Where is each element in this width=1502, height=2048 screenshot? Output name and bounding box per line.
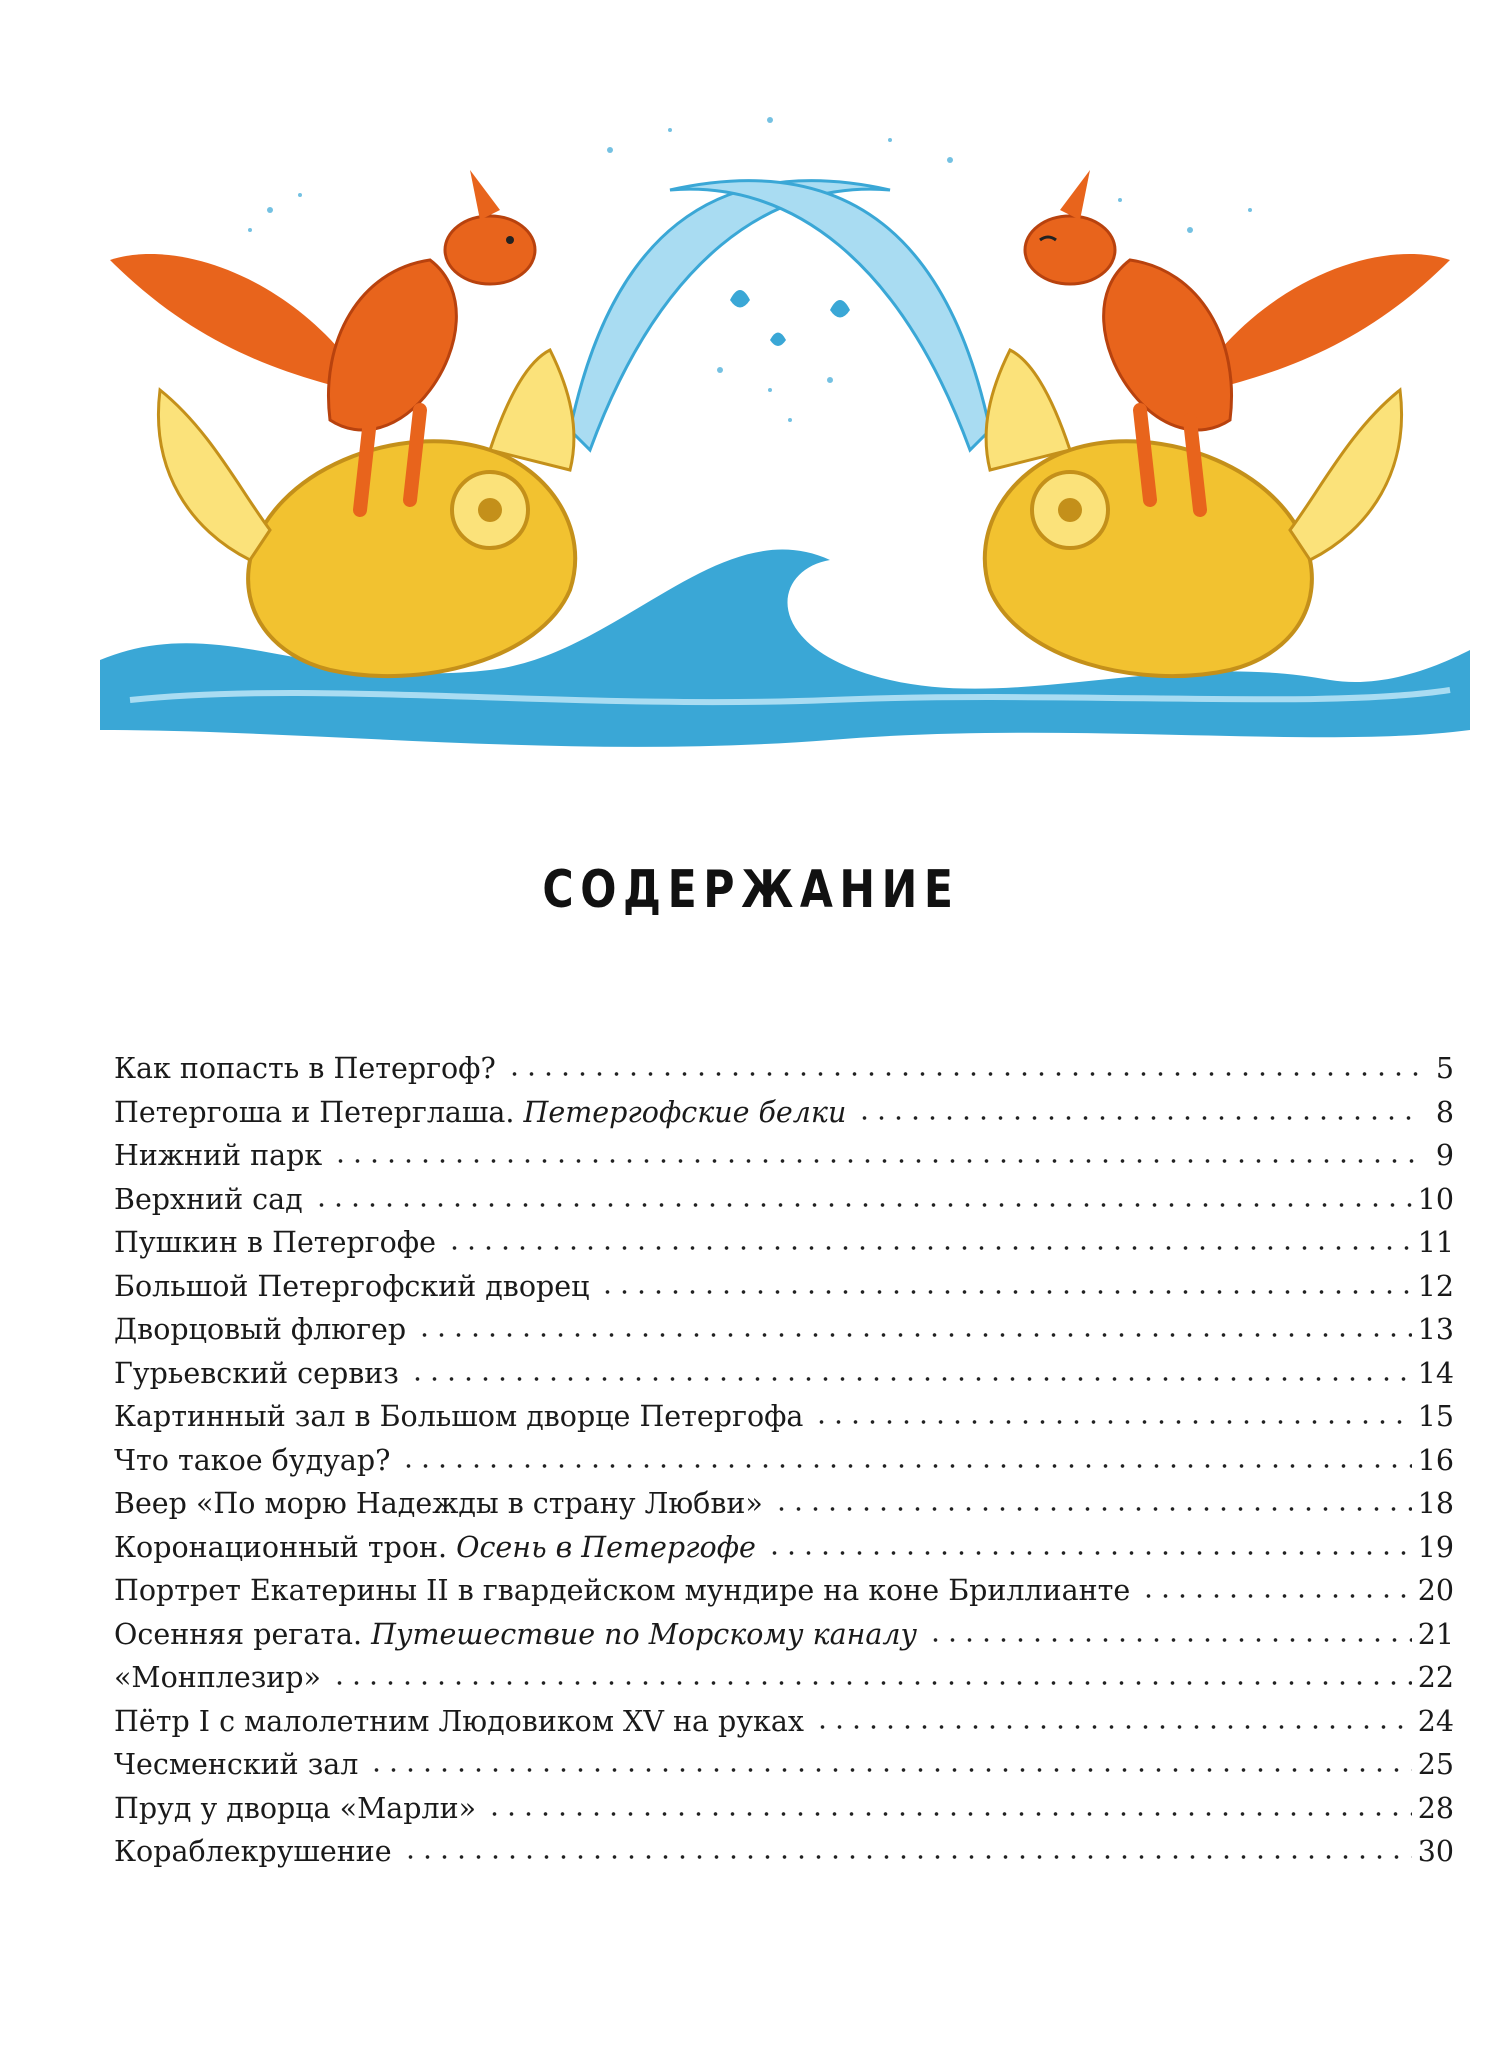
toc-entry-page: 19 [1417, 1530, 1454, 1564]
toc-entry-title-text: Коронационный трон. [114, 1530, 448, 1564]
toc-dot-leader [332, 1158, 1418, 1164]
toc-entry-title-text: Кораблекрушение [114, 1835, 392, 1868]
toc-dot-leader [1140, 1593, 1412, 1599]
toc-entry-page: 28 [1417, 1791, 1454, 1825]
toc-dot-leader [927, 1637, 1412, 1643]
toc-entry-page: 15 [1417, 1400, 1454, 1433]
toc-dot-leader [402, 1854, 1412, 1860]
toc-entry-title [114, 1270, 589, 1303]
toc-entry-page: 18 [1417, 1487, 1454, 1520]
toc-dot-leader [506, 1071, 1418, 1077]
toc-entry-title [114, 1748, 358, 1781]
toc-entry[interactable] [114, 1705, 1454, 1749]
toc-dot-leader [773, 1506, 1412, 1512]
toc-dot-leader [599, 1289, 1411, 1295]
toc-entry-title-text: Что такое будуар? [114, 1443, 391, 1477]
toc-entry[interactable] [114, 1226, 1454, 1270]
toc-entry-page: 16 [1417, 1443, 1454, 1477]
toc-entry-page: 14 [1417, 1356, 1454, 1390]
toc-title: СОДЕРЖАНИЕ [542, 860, 960, 920]
toc-entry-title [114, 1574, 1130, 1607]
toc-entry[interactable] [114, 1096, 1454, 1140]
toc-dot-leader [400, 1463, 1411, 1469]
toc-entry[interactable] [114, 1531, 1454, 1575]
toc-entry-title-text: Пётр I с малолетним Людовиком XV на руках [114, 1704, 804, 1738]
toc-entry-title-text: Как попасть в Петергоф? [114, 1052, 496, 1085]
toc-entry[interactable] [114, 1574, 1454, 1618]
toc-entry-title-text: Пушкин в Петергофе [114, 1226, 436, 1259]
toc-entry-title [114, 1226, 436, 1259]
toc-entry-page: 10 [1417, 1182, 1454, 1216]
toc-entry[interactable] [114, 1270, 1454, 1314]
toc-entry-page: 22 [1417, 1661, 1454, 1694]
toc-entry[interactable] [114, 1400, 1454, 1444]
toc-entry-title [114, 1444, 390, 1477]
toc-entry-title [114, 1139, 322, 1172]
toc-entry-page: 13 [1417, 1313, 1454, 1346]
toc-entry-page: 12 [1417, 1269, 1454, 1303]
toc-entry-title [114, 1183, 303, 1216]
illustration-squirrels-fountain [70, 90, 1490, 780]
toc-entry[interactable] [114, 1139, 1454, 1183]
toc-dot-leader [331, 1680, 1412, 1686]
toc-dot-leader [766, 1550, 1412, 1556]
toc-dot-leader [409, 1376, 1412, 1382]
toc-entry[interactable] [114, 1052, 1454, 1096]
toc-entry-title [114, 1661, 321, 1694]
toc-entry-title-text: Дворцовый флюгер [114, 1313, 407, 1346]
toc-entry-title-text: Портрет Екатерины II в гвардейском мундире на коне Бриллианте [114, 1574, 1131, 1607]
toc-entry-title [114, 1618, 917, 1651]
toc-entry[interactable] [114, 1444, 1454, 1488]
toc-entry-page: 8 [1435, 1095, 1454, 1129]
toc-dot-leader [813, 1419, 1411, 1425]
toc-entry-title-text: Веер «По морю Надежды в страну Любви» [114, 1487, 763, 1520]
toc-entry[interactable] [114, 1357, 1454, 1401]
toc-entry-title-text: Чесменский зал [114, 1748, 359, 1781]
toc-entry-title-text: Нижний парк [114, 1139, 323, 1172]
toc-entry-page: 25 [1417, 1748, 1454, 1781]
toc-entry-subtitle: Петергофские белки [523, 1095, 847, 1129]
toc-entry-subtitle: Путешествие по Морскому каналу [371, 1617, 918, 1651]
toc-entry-title-text: Гурьевский сервиз [114, 1356, 399, 1390]
toc-entry[interactable] [114, 1661, 1454, 1705]
toc-dot-leader [856, 1115, 1418, 1121]
toc-entry-subtitle: Осень в Петергофе [456, 1530, 756, 1564]
toc-dot-leader [446, 1245, 1412, 1251]
toc-entry-title [114, 1792, 476, 1825]
toc-entry-title [114, 1487, 763, 1520]
toc-entry-page: 20 [1417, 1574, 1454, 1607]
toc-entry-title [114, 1313, 406, 1346]
toc-entry-title-text: Петергоша и Петерглаша. [114, 1095, 515, 1129]
toc-entry-title [114, 1096, 846, 1129]
toc-entry[interactable] [114, 1618, 1454, 1662]
toc-entry-title-text: Осенняя регата. [114, 1617, 363, 1651]
toc-entry-page: 24 [1417, 1704, 1454, 1738]
toc-dot-leader [486, 1811, 1412, 1817]
toc-entry-title-text: Картинный зал в Большом дворце Петергофа [114, 1400, 804, 1433]
toc-entry-title-text: Большой Петергофский дворец [114, 1269, 590, 1303]
toc-entry[interactable] [114, 1313, 1454, 1357]
toc-list [114, 1052, 1454, 1879]
toc-entry-page: 21 [1417, 1617, 1454, 1651]
toc-entry-page: 30 [1417, 1835, 1454, 1868]
toc-entry-title [114, 1705, 804, 1738]
toc-entry-title [114, 1531, 756, 1564]
toc-dot-leader [313, 1202, 1412, 1208]
toc-entry-title [114, 1357, 399, 1390]
toc-entry-title-text: Верхний сад [114, 1182, 303, 1216]
toc-dot-leader [368, 1767, 1411, 1773]
toc-entry-page: 9 [1435, 1139, 1454, 1172]
toc-dot-leader [416, 1332, 1412, 1338]
toc-entry-page: 5 [1435, 1052, 1454, 1085]
toc-entry-title [114, 1052, 496, 1085]
splash-drops [730, 290, 850, 346]
toc-entry[interactable] [114, 1183, 1454, 1227]
toc-entry-title-text: Пруд у дворца «Марли» [114, 1791, 477, 1825]
toc-entry[interactable] [114, 1792, 1454, 1836]
toc-entry-title [114, 1835, 392, 1868]
toc-entry[interactable] [114, 1748, 1454, 1792]
toc-entry[interactable] [114, 1487, 1454, 1531]
toc-entry-title [114, 1400, 803, 1433]
toc-dot-leader [814, 1724, 1412, 1730]
toc-entry-page: 11 [1417, 1226, 1454, 1259]
toc-entry-title-text: «Монплезир» [114, 1661, 321, 1694]
toc-entry[interactable] [114, 1835, 1454, 1879]
